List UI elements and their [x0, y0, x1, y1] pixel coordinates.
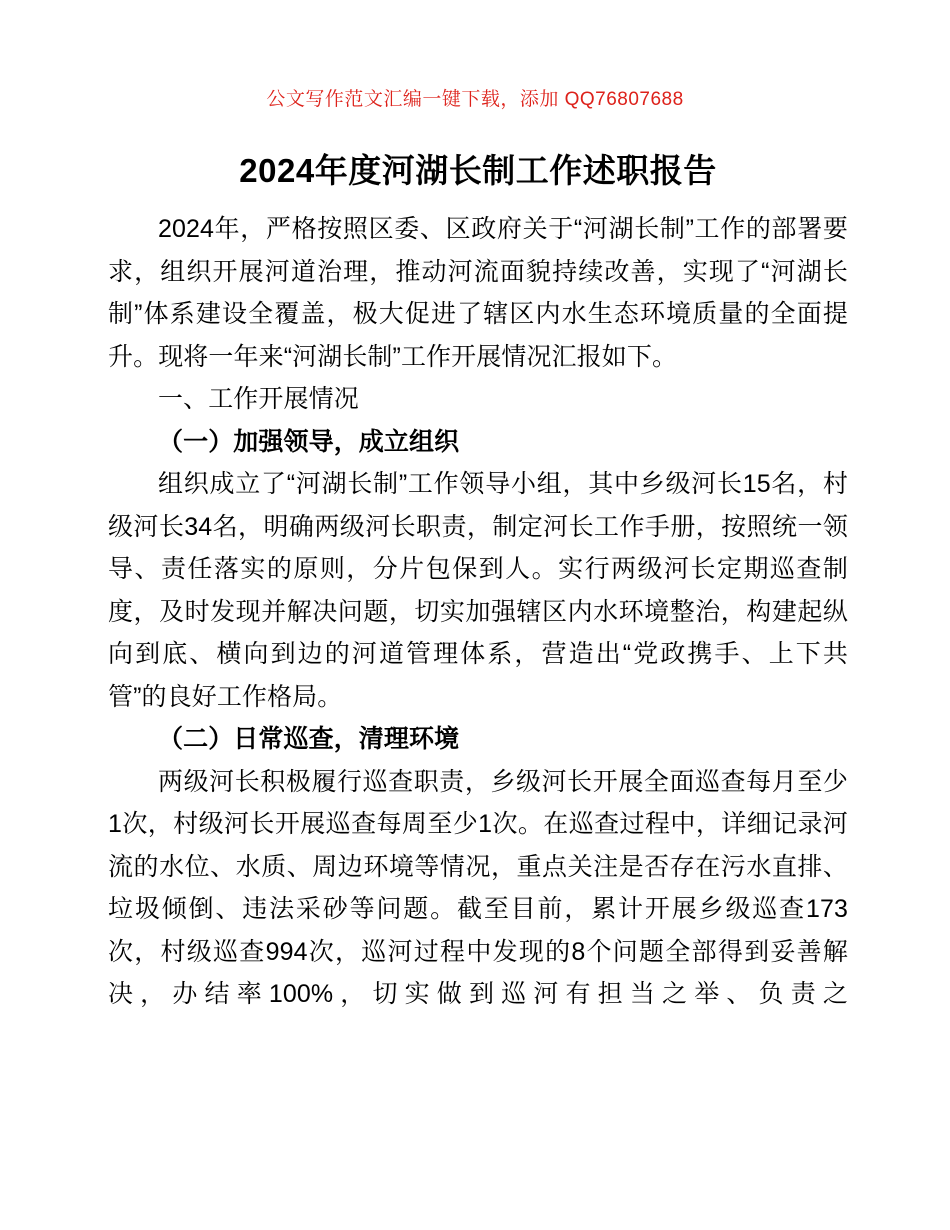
- subsection-one-body: 组织成立了“河湖长制”工作领导小组，其中乡级河长15名，村级河长34名，明确两级河长职责，制定河长工作手册，按照统一领导、责任落实的原则，分片包保到人。实行两级河长定期巡查制度，及时发现并解决问题，切实加强辖区内水环境整治，构建起纵向到底、横向到边的河道管理体系，营造出“党政携手、上下共管”的良好工作格局。: [108, 470, 848, 711]
- subsection-heading-one: （一）加强领导，成立组织: [158, 427, 460, 456]
- document-title: 2024年度河湖长制工作述职报告: [239, 152, 717, 189]
- opening-paragraph: 2024年，严格按照区委、区政府关于“河湖长制”工作的部署要求，组织开展河道治理，推动河流面貌持续改善，实现了“河湖长制”体系建设全覆盖，极大促进了辖区内水生态环境质量的全面提升。现将一年来“河湖长制”工作开展情况汇报如下。: [108, 215, 848, 371]
- subsection-two-body: 两级河长积极履行巡查职责，乡级河长开展全面巡查每月至少1次，村级河长开展巡查每周至少1次。在巡查过程中，详细记录河流的水位、水质、周边环境等情况，重点关注是否存在污水直排、垃圾倾倒、违法采砂等问题。截至目前，累计开展乡级巡查173次，村级巡查994次，巡河过程中发现的8个问题全部得到妥善解决，办结率100%，切实做到巡河有担当之举、负责之: [108, 767, 848, 1008]
- document-body: [108, 148, 848, 1016]
- subsection-heading-two: （二）日常巡查，清理环境: [158, 725, 460, 753]
- section-heading-one: 一、工作开展情况: [158, 385, 359, 413]
- promo-watermark-text: 公文写作范文汇编一键下载，添加 QQ76807688: [266, 89, 684, 110]
